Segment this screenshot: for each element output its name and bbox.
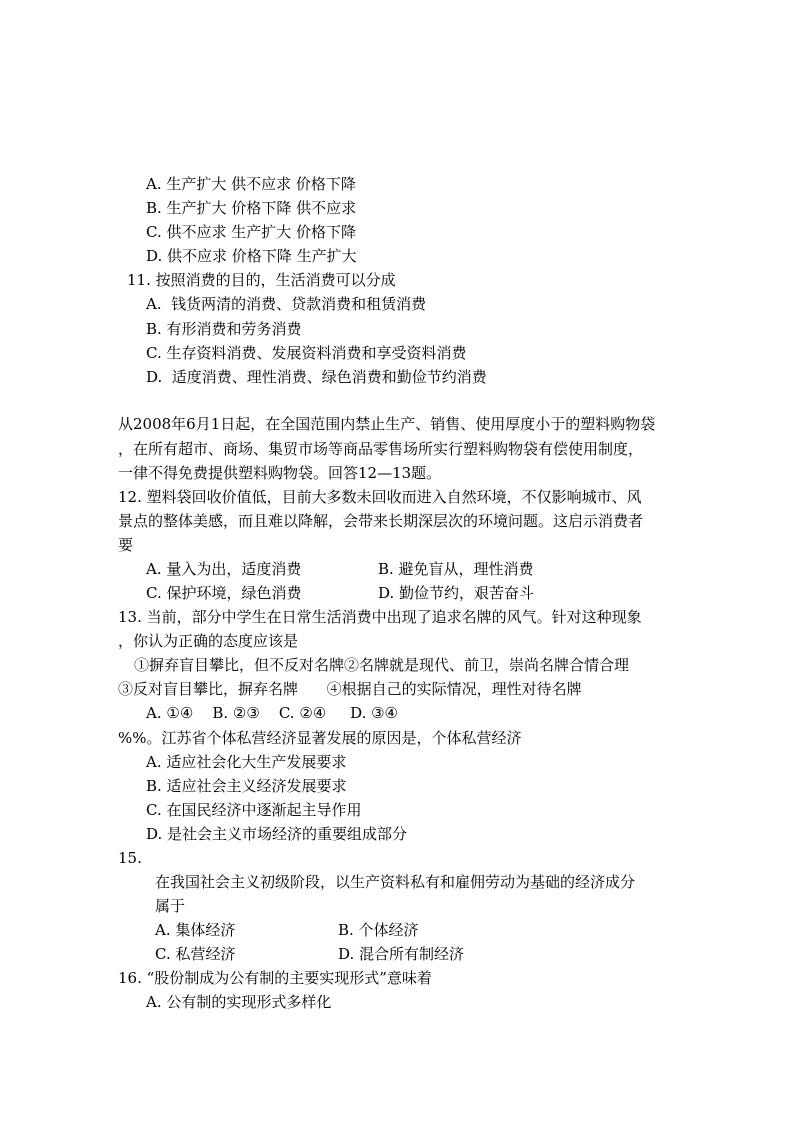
passage-line-2: ，在所有超市、商场、集贸市场等商品零售场所实行塑料购物袋有偿使用制度， bbox=[118, 440, 644, 458]
passage-line-1: 从2008年6月1日起，在全国范围内禁止生产、销售、使用厚度小于的塑料购物袋 bbox=[118, 415, 656, 433]
passage-line-3: 一律不得免费提供塑料购物袋。回答12—13题。 bbox=[118, 464, 442, 482]
q15-stem-line-1: 在我国社会主义初级阶段，以生产资料私有和雇佣劳动为基础的经济成分 bbox=[155, 873, 636, 891]
q13-statements-line-1: ①摒弃盲目攀比，但不反对名牌②名牌就是现代、前卫，崇尚名牌合情合理 bbox=[134, 656, 630, 674]
q12-option-a: A. 量入为出，适度消费 bbox=[146, 560, 302, 578]
q11-option-d: D. 适度消费、理性消费、绿色消费和勤俭节约消费 bbox=[146, 368, 487, 386]
q10-option-d: D. 供不应求 价格下降 生产扩大 bbox=[146, 247, 357, 265]
q15-option-d: D. 混合所有制经济 bbox=[338, 945, 465, 963]
q10-option-c: C. 供不应求 生产扩大 价格下降 bbox=[146, 223, 357, 241]
q13-choices: A. ①④ B. ②③ C. ②④ D. ③④ bbox=[146, 704, 398, 722]
q16-stem: 16. “股份制成为公有制的主要实现形式”意味着 bbox=[118, 969, 432, 987]
q14-option-b: B. 适应社会主义经济发展要求 bbox=[146, 777, 347, 795]
q15-option-a: A. 集体经济 bbox=[155, 921, 236, 939]
q15-option-b: B. 个体经济 bbox=[338, 921, 419, 939]
q12-option-d: D. 勤俭节约，艰苦奋斗 bbox=[378, 584, 535, 602]
q12-option-c: C. 保护环境，绿色消费 bbox=[146, 584, 302, 602]
q13-stem-line-2: ，你认为正确的态度应该是 bbox=[118, 632, 299, 650]
q11-option-a: A. 钱货两清的消费、贷款消费和租赁消费 bbox=[146, 295, 427, 313]
q14-stem: %%。江苏省个体私营经济显著发展的原因是，个体私营经济 bbox=[118, 729, 522, 747]
q16-option-a: A. 公有制的实现形式多样化 bbox=[146, 993, 332, 1011]
q11-stem: 11. 按照消费的目的，生活消费可以分成 bbox=[127, 271, 396, 289]
q15-option-c: C. 私营经济 bbox=[155, 945, 236, 963]
q14-option-a: A. 适应社会化大生产发展要求 bbox=[146, 753, 347, 771]
q14-option-c: C. 在国民经济中逐渐起主导作用 bbox=[146, 801, 362, 819]
q12-option-b: B. 避免盲从，理性消费 bbox=[378, 560, 534, 578]
q12-stem-line-2: 景点的整体美感，而且难以降解，会带来长期深层次的环境问题。这启示消费者 bbox=[118, 512, 644, 530]
q15-stem-line-2: 属于 bbox=[155, 897, 186, 915]
q11-option-b: B. 有形消费和劳务消费 bbox=[146, 320, 302, 338]
q10-option-b: B. 生产扩大 价格下降 供不应求 bbox=[146, 199, 357, 217]
q11-option-c: C. 生存资料消费、发展资料消费和享受资料消费 bbox=[146, 344, 467, 362]
q10-option-a: A. 生产扩大 供不应求 价格下降 bbox=[146, 175, 356, 193]
q15-number: 15. bbox=[118, 849, 142, 867]
q13-stem-line-1: 13. 当前，部分中学生在日常生活消费中出现了追求名牌的风气。针对这种现象 bbox=[118, 608, 642, 626]
q12-stem-line-3: 要 bbox=[118, 536, 134, 554]
q14-option-d: D. 是社会主义市场经济的重要组成部分 bbox=[146, 825, 408, 843]
q12-stem-line-1: 12. 塑料袋回收价值低，目前大多数未回收而进入自然环境，不仅影响城市、风 bbox=[118, 488, 642, 506]
q13-statements-line-2: ③反对盲目攀比，摒弃名牌 ④根据自己的实际情况，理性对待名牌 bbox=[118, 680, 582, 698]
